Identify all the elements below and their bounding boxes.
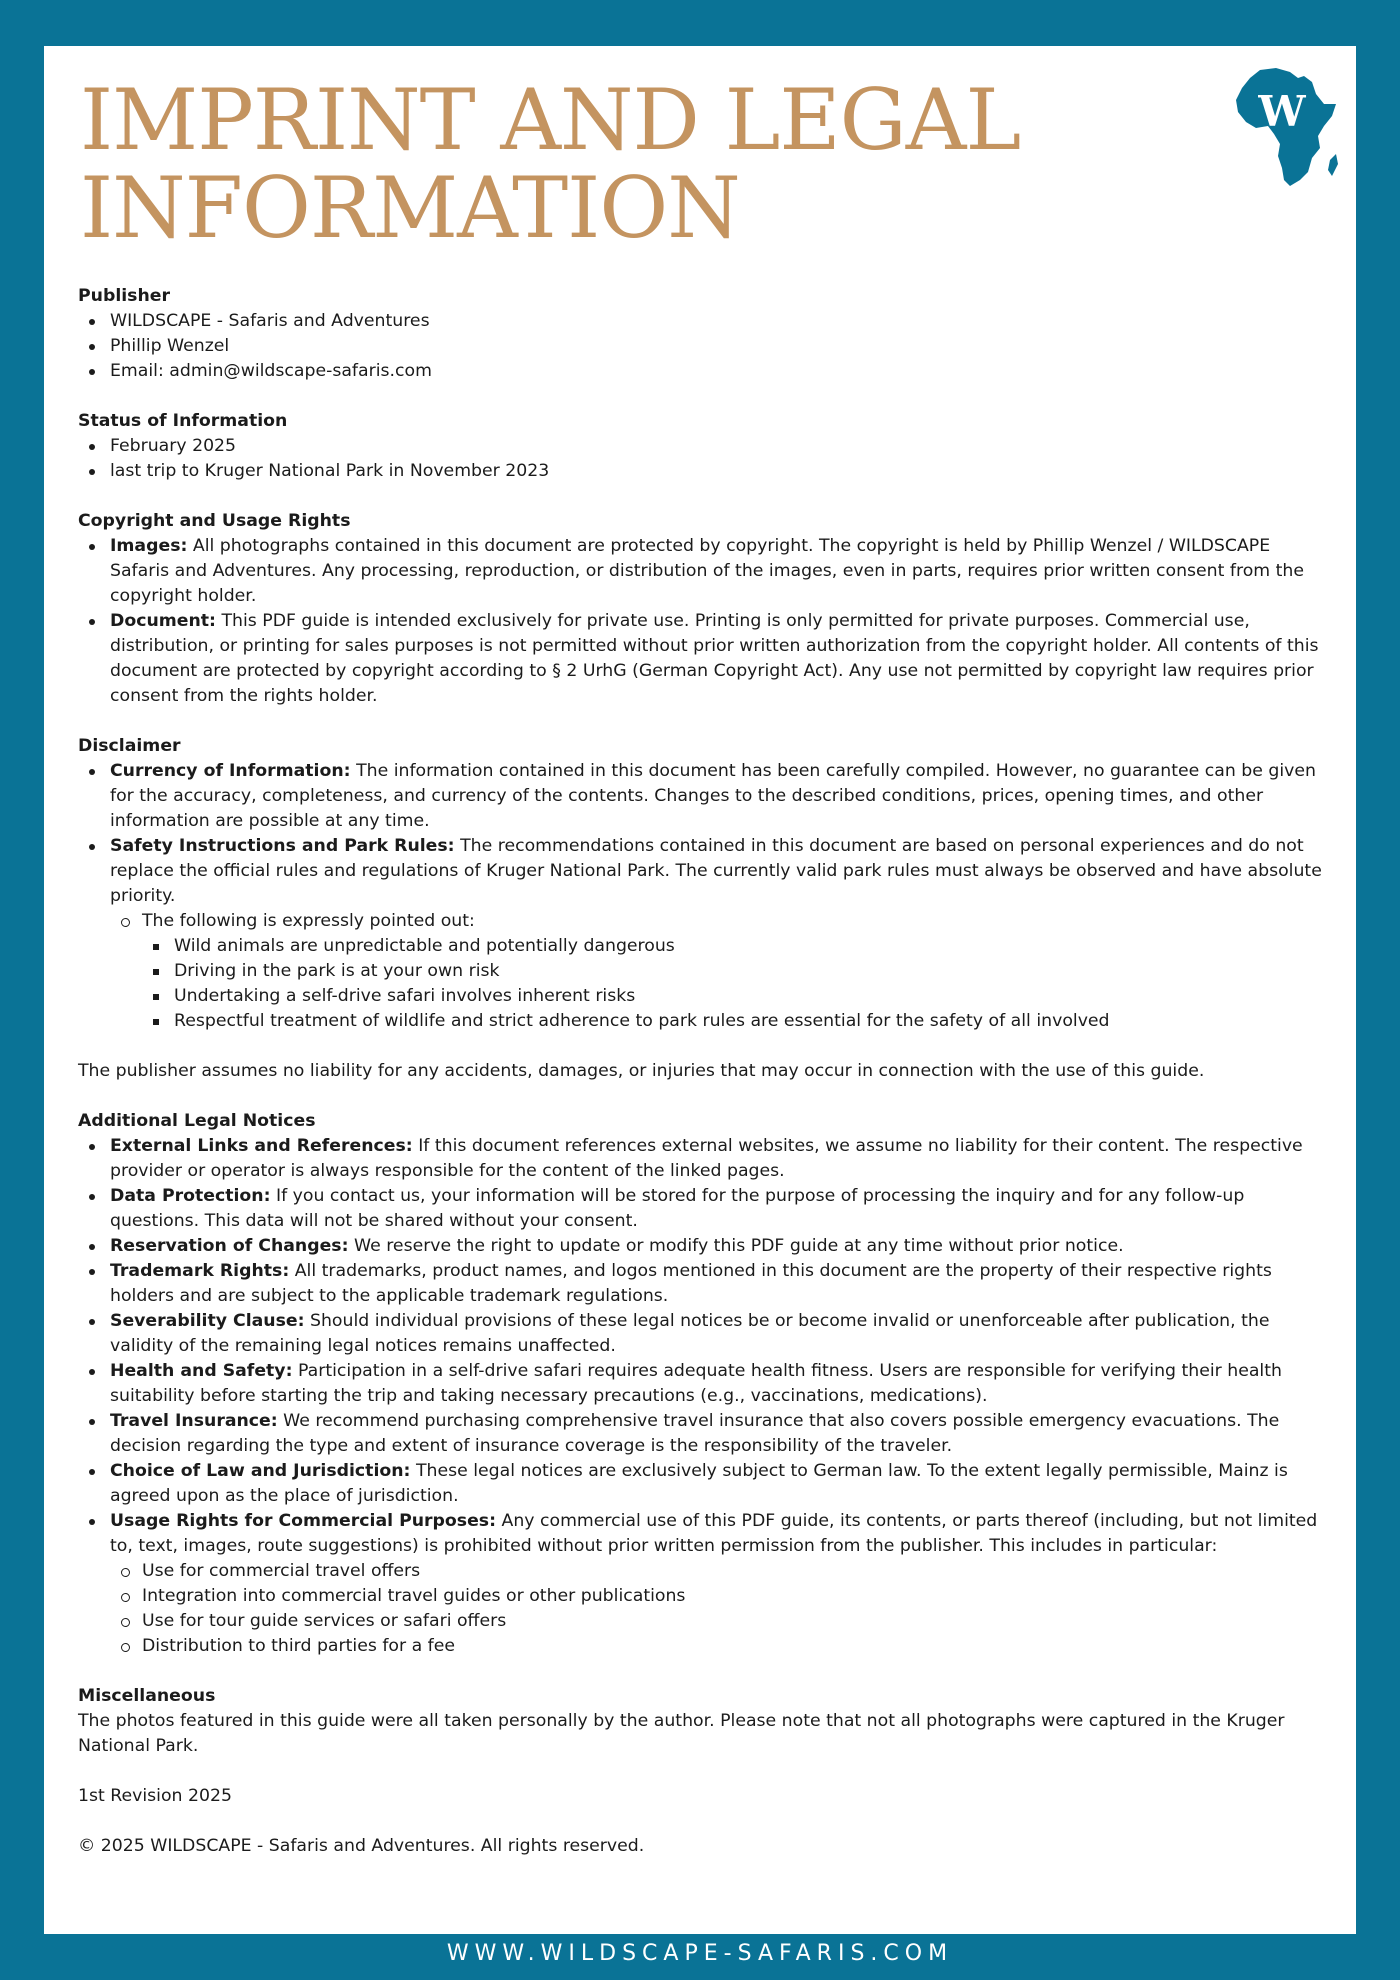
list-item — [78, 1509, 1328, 1659]
item-text: The recommendations contained in this document are based on personal experiences and do not replace the official rules and regulations of Kruger National Park. The currently valid park rules must always be observed and have absolute priority. — [110, 836, 1322, 906]
item-label: Usage Rights for Commercial Purposes: — [110, 1511, 497, 1531]
copyright-section — [78, 509, 1328, 709]
page-title — [80, 71, 1080, 257]
list-item — [78, 834, 1328, 1034]
page-title-line-2: INFORMATION — [80, 159, 740, 257]
item-text: These legal notices are exclusively subject to German law. To the extent legally permissible, Mainz is agreed upon as the place of jurisdiction. — [110, 1461, 1288, 1506]
list-item — [78, 1309, 1328, 1359]
item-label: Choice of Law and Jurisdiction: — [110, 1461, 411, 1481]
item-text: Participation in a self-drive safari requires adequate health fitness. Users are responsible for verifying their health suitability before starting the trip and taking necessary precautions (e.g., vaccinations, medications). — [110, 1361, 1282, 1406]
document-page — [44, 46, 1356, 1934]
page-title-line-1: IMPRINT AND LEGAL — [80, 71, 1021, 169]
status-section — [78, 409, 1328, 484]
item-text: We recommend purchasing comprehensive travel insurance that also covers possible emergency evacuations. The decision regarding the type and extent of insurance coverage is the responsibility of the traveler. — [110, 1411, 1280, 1456]
item-text: Any commercial use of this PDF guide, its contents, or parts thereof (including, but not limited to, text, images, route suggestions) is prohibited without prior written permission from the publisher. This includes in particular: — [110, 1511, 1318, 1556]
list-item — [78, 1234, 1328, 1259]
list-item: Undertaking a self-drive safari involves inherent risks — [142, 984, 1328, 1009]
list-item — [78, 1359, 1328, 1409]
list-item: Use for tour guide services or safari offers — [110, 1609, 1328, 1634]
list-item: Respectful treatment of wildlife and strict adherence to park rules are essential for the safety of all involved — [142, 1009, 1328, 1034]
main-content — [78, 284, 1328, 1884]
item-text: Should individual provisions of these legal notices be or become invalid or unenforceable after publication, the validity of the remaining legal notices remains unaffected. — [110, 1311, 1270, 1356]
list-item — [78, 1134, 1328, 1184]
publisher-list — [78, 309, 1328, 384]
status-list — [78, 434, 1328, 484]
item-text: All trademarks, product names, and logos mentioned in this document are the property of their respective rights holders and are subject to the applicable trademark regulations. — [110, 1261, 1272, 1306]
list-item: Integration into commercial travel guides or other publications — [110, 1584, 1328, 1609]
list-item: Use for commercial travel offers — [110, 1559, 1328, 1584]
item-label: Reservation of Changes: — [110, 1236, 349, 1256]
list-item: Distribution to third parties for a fee — [110, 1634, 1328, 1659]
revision-note: 1st Revision 2025 — [78, 1786, 232, 1806]
section-heading: Additional Legal Notices — [78, 1111, 316, 1131]
liability-statement: The publisher assumes no liability for any accidents, damages, or injuries that may occur in connection with the use of this guide. — [78, 1061, 1205, 1081]
section-heading: Publisher — [78, 286, 171, 306]
list-item — [110, 909, 1328, 1034]
disclaimer-sublist — [110, 909, 1328, 1034]
section-heading: Disclaimer — [78, 736, 181, 756]
section-heading: Copyright and Usage Rights — [78, 511, 351, 531]
copyright-line: © 2025 WILDSCAPE - Safaris and Adventures. All rights reserved. — [78, 1836, 645, 1856]
copyright-list — [78, 534, 1328, 709]
misc-text: The photos featured in this guide were all taken personally by the author. Please note that not all photographs were captured in the Kruger National Park. — [78, 1711, 1285, 1756]
list-item — [78, 1259, 1328, 1309]
list-item — [78, 759, 1328, 834]
disclaimer-section — [78, 734, 1328, 1034]
additional-notices-list — [78, 1134, 1328, 1659]
list-item — [78, 534, 1328, 609]
item-label: Images: — [110, 536, 188, 556]
list-item — [78, 1184, 1328, 1234]
list-item: Wild animals are unpredictable and potentially dangerous — [142, 934, 1328, 959]
item-label: Document: — [110, 611, 216, 631]
safety-points-list — [142, 934, 1328, 1034]
africa-map-logo-icon — [1232, 64, 1344, 194]
item-label: Health and Safety: — [110, 1361, 293, 1381]
item-text: The information contained in this document has been carefully compiled. However, no guarantee can be given for the accuracy, completeness, and currency of the contents. Changes to the described conditions, prices, opening times, and other information are possible at any time. — [110, 761, 1316, 831]
list-item — [78, 1409, 1328, 1459]
item-text: All photographs contained in this document are protected by copyright. The copyright is held by Phillip Wenzel / WILDSCAPE Safaris and Adventures. Any processing, reproduction, or distribution of the images, even in parts, requires prior written consent from the copyright holder. — [110, 536, 1304, 606]
footer-website-link[interactable]: WWW.WILDSCAPE-SAFARIS.COM — [446, 1941, 954, 1966]
list-item: WILDSCAPE - Safaris and Adventures — [78, 309, 1328, 334]
list-item — [78, 609, 1328, 709]
section-heading: Status of Information — [78, 411, 288, 431]
item-label: Data Protection: — [110, 1186, 271, 1206]
disclaimer-list — [78, 759, 1328, 1034]
list-item: Phillip Wenzel — [78, 334, 1328, 359]
miscellaneous-section — [78, 1684, 1328, 1759]
list-item: February 2025 — [78, 434, 1328, 459]
commercial-uses-list — [110, 1559, 1328, 1659]
list-item: last trip to Kruger National Park in November 2023 — [78, 459, 1328, 484]
item-label: Currency of Information: — [110, 761, 351, 781]
item-text: If you contact us, your information will be stored for the purpose of processing the inquiry and for any follow-up questions. This data will not be shared without your consent. — [110, 1186, 1245, 1231]
item-label: Safety Instructions and Park Rules: — [110, 836, 455, 856]
logo-letter: W — [1258, 87, 1306, 136]
item-text: We reserve the right to update or modify this PDF guide at any time without prior notice. — [348, 1236, 1124, 1256]
item-label: Severability Clause: — [110, 1311, 305, 1331]
list-item: Driving in the park is at your own risk — [142, 959, 1328, 984]
sublist-intro: The following is expressly pointed out: — [142, 911, 475, 931]
item-text: This PDF guide is intended exclusively for private use. Printing is only permitted for private purposes. Commercial use, distribution, or printing for sales purposes is not permitted without prior written authorization from the copyright holder. All contents of this document are protected by copyright according to § 2 UrhG (German Copyright Act). Any use not permitted by copyright law requires prior consent from the rights holder. — [110, 611, 1319, 706]
section-heading: Miscellaneous — [78, 1686, 216, 1706]
publisher-section — [78, 284, 1328, 384]
list-item — [78, 1459, 1328, 1509]
item-label: Travel Insurance: — [110, 1411, 278, 1431]
item-label: External Links and References: — [110, 1136, 413, 1156]
additional-notices-section — [78, 1109, 1328, 1659]
item-text: If this document references external websites, we assume no liability for their content. The respective provider or operator is always responsible for the content of the linked pages. — [110, 1136, 1303, 1181]
item-label: Trademark Rights: — [110, 1261, 290, 1281]
list-item: Email: admin@wildscape-safaris.com — [78, 359, 1328, 384]
